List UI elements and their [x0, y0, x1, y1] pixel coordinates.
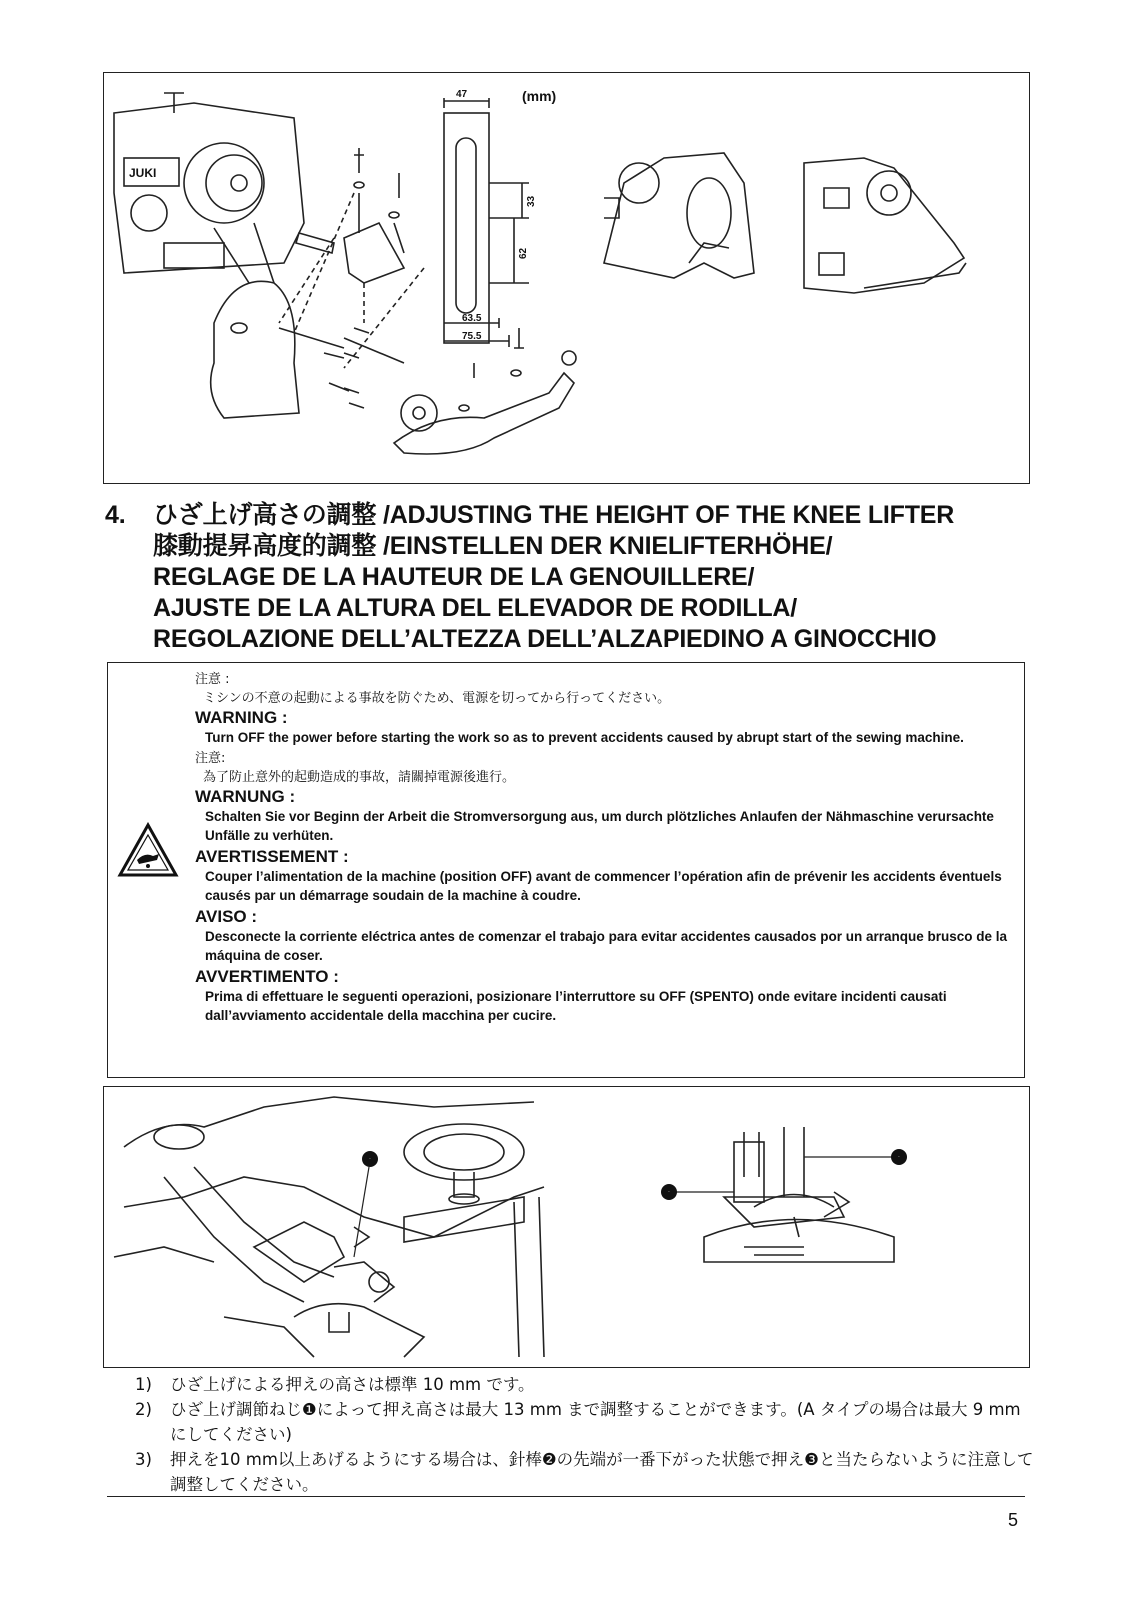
callout-1: ❶: [369, 1159, 371, 1160]
warning-fr-text: Couper l’alimentation de la machine (position OFF) avant de commencer l’opération afin de prévenir les accidents éventuels causés par un démarrage soudain de la machine à coudre.: [205, 869, 1002, 903]
footer-divider: [107, 1496, 1025, 1497]
page-number: 5: [1008, 1510, 1019, 1530]
heading-line-5: REGOLAZIONE DELL’ALTEZZA DELL’ALZAPIEDINO A GINOCCHIO: [153, 625, 937, 653]
note-item: [135, 1447, 1035, 1497]
dimension-33: 33: [526, 195, 537, 207]
note-item: [135, 1397, 1035, 1447]
section-heading: [105, 500, 1105, 655]
warning-text: [195, 670, 1015, 1027]
note-text: ひざ上げ調節ねじ❶によって押え高さは最大 13 mm まで調整することができます。(A タイプの場合は最大 9 mm にしてください): [170, 1400, 1021, 1444]
unit-label: (mm): [522, 88, 557, 104]
warning-es-label: AVISO :: [195, 907, 258, 926]
heading-line-2: 膝動提昇高度的調整 /EINSTELLEN DER KNIELIFTERHÖHE/: [153, 532, 833, 560]
warning-de-label: WARNUNG :: [195, 787, 296, 806]
warning-es-text: Desconecte la corriente eléctrica antes de comenzar el trabajo para evitar accidentes causados por un arranque brusco de la máquina de coser.: [205, 929, 1008, 963]
warning-fr-label: AVERTISSEMENT :: [195, 847, 349, 866]
warning-ja-text: ミシンの不意の起動による事故を防ぐため、電源を切ってから行ってください。: [203, 691, 671, 706]
knee-lifter-assembly-drawing: [104, 73, 1029, 483]
note-text: ひざ上げによる押えの高さは標準 10 mm です。: [170, 1375, 535, 1394]
callout-3: ❸: [898, 1157, 900, 1158]
dimension-75-5: 75.5: [462, 331, 482, 342]
note-number: 3): [135, 1450, 152, 1469]
instruction-notes: [135, 1372, 1035, 1497]
note-text: 押えを10 mm以上あげるようにする場合は、針棒❷の先端が一番下がった状態で押え❸と当たらないように注意して調整してください。: [170, 1450, 1034, 1494]
warning-zh-text: 為了防止意外的起動造成的事故，請關掉電源後進行。: [203, 770, 516, 785]
note-item: [135, 1372, 1035, 1397]
heading-line-4: AJUSTE DE LA ALTURA DEL ELEVADOR DE RODILLA/: [153, 594, 797, 622]
warning-en-text: Turn OFF the power before starting the work so as to prevent accidents caused by abrupt start of the sewing machine.: [205, 730, 964, 745]
dimension-width: 47: [456, 89, 468, 100]
warning-en-label: WARNING :: [195, 708, 288, 727]
knee-lifter-adjust-figure: [103, 1086, 1030, 1368]
warning-zh-label: 注意:: [195, 751, 226, 766]
warning-it-text: Prima di effettuare le seguenti operazioni, posizionare l’interruttore su OFF (SPENTO) onde evitare incidenti causati dall’avviamento accidentale della macchina per cucire.: [205, 989, 947, 1023]
knee-lifter-adjust-drawing: [104, 1087, 1029, 1367]
heading-line-3: REGLAGE DE LA HAUTEUR DE LA GENOUILLERE/: [153, 563, 755, 591]
heading-line-1: ひざ上げ高さの調整 /ADJUSTING THE HEIGHT OF THE KNEE LIFTER: [153, 501, 955, 529]
dimension-62: 62: [518, 247, 529, 259]
note-number: 2): [135, 1400, 152, 1419]
juki-logo: JUKI: [129, 166, 157, 180]
warning-triangle-icon: [117, 822, 179, 878]
knee-lifter-assembly-figure: [103, 72, 1030, 484]
warning-it-label: AVVERTIMENTO :: [195, 967, 339, 986]
warning-ja-label: 注意 :: [195, 672, 230, 687]
warning-de-text: Schalten Sie vor Beginn der Arbeit die Stromversorgung aus, um durch plötzliches Anlaufen der Nähmaschine verursachte Unfälle zu verhüten.: [205, 809, 994, 843]
dimension-63-5: 63.5: [462, 313, 482, 324]
section-number: 4.: [105, 501, 126, 529]
note-number: 1): [135, 1375, 152, 1394]
callout-2: ❷: [668, 1192, 670, 1193]
